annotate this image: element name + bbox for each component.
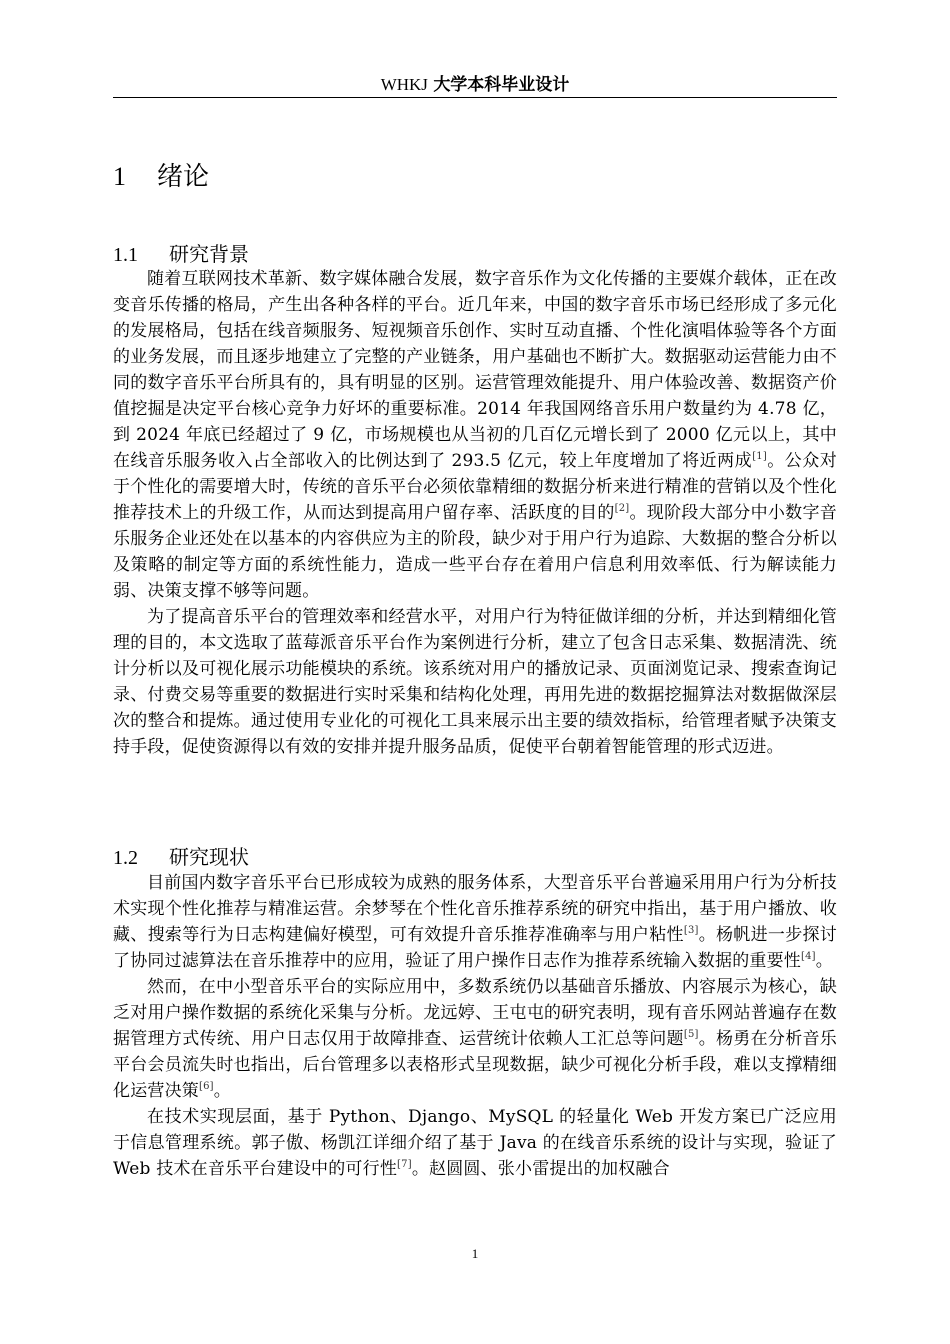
page-header bbox=[113, 74, 837, 98]
chapter-title: 绪论 bbox=[157, 162, 210, 192]
citation-ref: [4] bbox=[801, 951, 816, 962]
paragraph-text: 目前国内数字音乐平台已形成较为成熟的服务体系，大型音乐平台普遍采用用户行为分析技术实现个性化推荐与精准运营。余梦琴在个性化音乐推荐系统的研究中指出，基于用户播放、收藏、搜索等行为日志构建偏好模型，可有效提升音乐推荐准确率与用户粘性 bbox=[113, 873, 837, 945]
page-number: 1 bbox=[471, 1246, 479, 1261]
chapter-number: 1 bbox=[113, 162, 126, 191]
header-title: 大学本科毕业设计 bbox=[433, 75, 570, 95]
section-heading bbox=[113, 843, 249, 872]
citation-ref: [1] bbox=[752, 451, 767, 462]
citation-ref: [7] bbox=[397, 1159, 412, 1170]
section-body bbox=[113, 266, 837, 760]
section-body bbox=[113, 870, 837, 1182]
section-title: 研究现状 bbox=[169, 845, 249, 869]
citation-ref: [5] bbox=[683, 1029, 699, 1040]
paragraph bbox=[113, 870, 837, 974]
paragraph bbox=[113, 974, 837, 1104]
paragraph-text: 为了提高音乐平台的管理效率和经营水平，对用户行为特征做详细的分析，并达到精细化管理的目的，本文选取了蓝莓派音乐平台作为案例进行分析，建立了包含日志采集、数据清洗、统计分析以及可视化展示功能模块的系统。该系统对用户的播放记录、页面浏览记录、搜索查询记录、付费交易等重要的数据进行实时采集和结构化处理，再用先进的数据挖掘算法对数据做深层次的整合和提炼。通过使用专业化的可视化工具来展示出主要的绩效指标，给管理者赋予决策支持手段，促使资源得以有效的安排并提升服务品质，促使平台朝着智能管理的形式迈进。 bbox=[113, 607, 837, 757]
paragraph-text: 。杨帆进一步探讨了协同过滤算法在音乐推荐中的应用，验证了用户操作日志作为推荐系统输入数据的重要性 bbox=[113, 925, 837, 971]
paragraph-text: 。现阶段大部分中小数字音乐服务企业还处在以基本的内容供应为主的阶段，缺少对于用户行为追踪、大数据的整合分析以及策略的制定等方面的系统性能力，造成一些平台存在着用户信息利用效率低、行为解读能力弱、决策支撑不够等问题。 bbox=[113, 503, 837, 601]
paragraph-text: 。赵圆圆、张小雷提出的加权融合 bbox=[411, 1159, 670, 1179]
section-heading bbox=[113, 240, 249, 269]
header-brand: WHKJ bbox=[380, 75, 428, 94]
paragraph-text: 。公众对于个性化的需要增大时，传统的音乐平台必须依靠精细的数据分析来进行精准的营销以及个性化推荐技术上的升级工作，从而达到提高用户留存率、活跃度的目的 bbox=[113, 451, 837, 523]
paragraph-text: 。 bbox=[815, 951, 833, 971]
paragraph-text: 在技术实现层面，基于 Python、Django、MySQL 的轻量化 Web 开发方案已广泛应用于信息管理系统。郭子傲、杨凯江详细介绍了基于 Java 的在线音乐系统的设计与实现，验证了 Web 技术在音乐平台建设中的可行性 bbox=[113, 1107, 837, 1179]
citation-ref: [2] bbox=[614, 503, 630, 514]
paragraph bbox=[113, 604, 837, 760]
paragraph-text: 。杨勇在分析音乐平台会员流失时也指出，后台管理多以表格形式呈现数据，缺少可视化分析手段，难以支撑精细化运营决策 bbox=[113, 1029, 837, 1101]
section-title: 研究背景 bbox=[169, 242, 249, 266]
citation-ref: [6] bbox=[199, 1081, 214, 1092]
section-number: 1.1 bbox=[113, 244, 138, 266]
paragraph-text: 然而，在中小型音乐平台的实际应用中，多数系统仍以基础音乐播放、内容展示为核心，缺乏对用户操作数据的系统化采集与分析。龙远婷、王屯屯的研究表明，现有音乐网站普遍存在数据管理方式传统、用户日志仅用于故障排查、运营统计依赖人工汇总等问题 bbox=[113, 977, 837, 1049]
paragraph-text: 。 bbox=[213, 1081, 231, 1101]
section-number: 1.2 bbox=[113, 847, 138, 869]
paragraph-text: 随着互联网技术革新、数字媒体融合发展，数字音乐作为文化传播的主要媒介载体，正在改变音乐传播的格局，产生出各种各样的平台。近几年来，中国的数字音乐市场已经形成了多元化的发展格局，包括在线音频服务、短视频音乐创作、实时互动直播、个性化演唱体验等各个方面的业务发展，而且逐步地建立了完整的产业链条，用户基础也不断扩大。数据驱动运营能力由不同的数字音乐平台所具有的，具有明显的区别。运营管理效能提升、用户体验改善、数据资产价值挖掘是决定平台核心竞争力好坏的重要标准。2014 年我国网络音乐用户数量约为 4.78 亿，到 2024 年底已经超过了 9 亿，市场规模也从当初的几百亿元增长到了 2000 亿元以上，其中在线音乐服务收入占全部收入的比例达到了 293.5 亿元，较上年度增加了将近两成 bbox=[113, 269, 837, 471]
chapter-heading bbox=[113, 159, 209, 195]
paragraph bbox=[113, 1104, 837, 1182]
citation-ref: [3] bbox=[683, 925, 699, 936]
paragraph bbox=[113, 266, 837, 604]
header-divider bbox=[113, 97, 837, 98]
